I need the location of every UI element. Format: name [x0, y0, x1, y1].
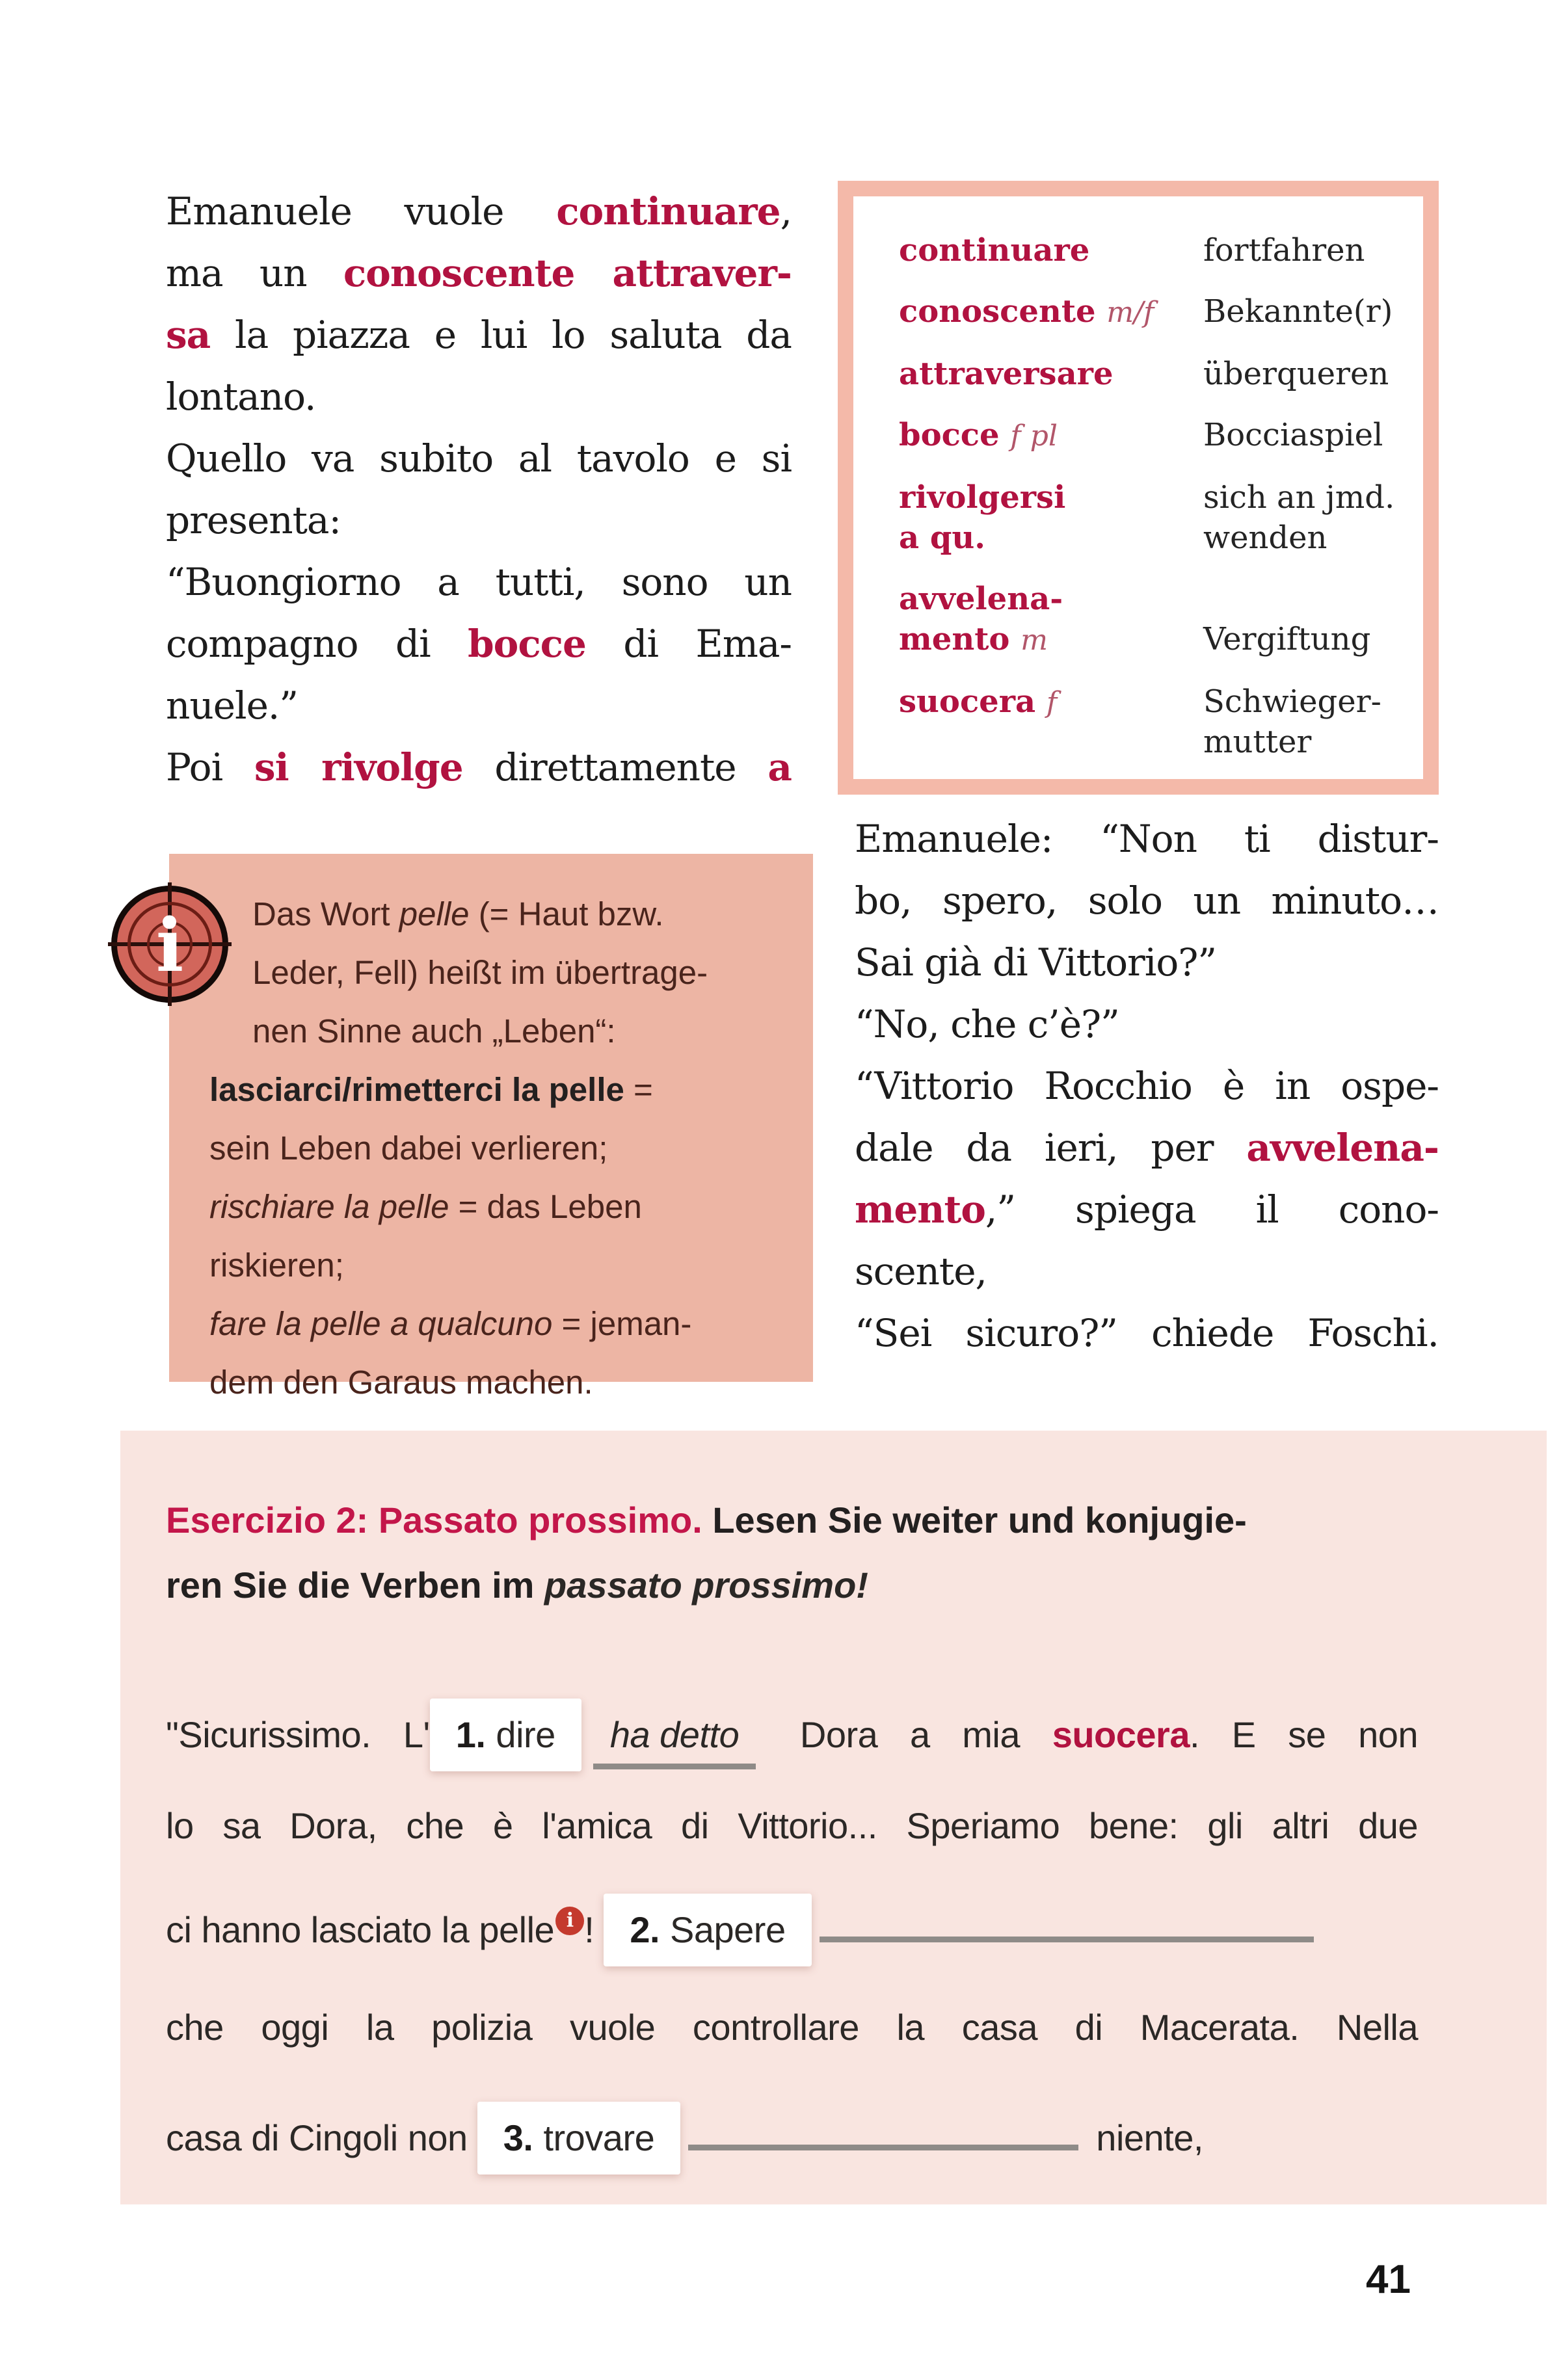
exercise-line-4: che oggi la polizia vuole controllare la casa di Macerata. Nella: [166, 2007, 1418, 2048]
exercise-text: . E se non: [1189, 1714, 1418, 1755]
vocab-term-italian: rivolgersi a qu.: [899, 479, 1066, 556]
vocab-entry: [899, 477, 1404, 558]
vocab-entry: [899, 291, 1404, 333]
verb-infinitive: trovare: [543, 2117, 655, 2158]
dialogue-line: “Vittorio Rocchio è in ospe-: [855, 1064, 1439, 1108]
info-line: sein Leben dabei verlieren;: [209, 1130, 608, 1167]
exercise-text: Dora a mia: [767, 1714, 1052, 1755]
exercise-header: [166, 1488, 1418, 1618]
exercise-text: niente,: [1086, 2117, 1203, 2158]
dialogue-line: mento,” spiega il cono-: [855, 1187, 1439, 1232]
dialogue-line: dale da ieri, per avvelena-: [855, 1126, 1439, 1170]
exercise-text: "Sicurissimo. L': [166, 1714, 430, 1755]
vocab-translation-german: Vergiftung: [1203, 621, 1371, 657]
exercise-text: casa di Cingoli non: [166, 2117, 477, 2158]
info-line: riskieren;: [209, 1247, 344, 1284]
vocab-entry: [899, 415, 1404, 456]
vocab-term-italian: suocera f: [899, 683, 1058, 720]
info-line: Das Wort pelle (= Haut bzw.: [252, 895, 664, 932]
vocab-entry: [899, 230, 1404, 271]
dialogue-line: Sai già di Vittorio?”: [855, 940, 1216, 985]
vocab-term-italian: avvelena- mento m: [899, 581, 1063, 657]
info-line: Leder, Fell) heißt im übertrage-: [252, 954, 708, 991]
exercise-line-2: lo sa Dora, che è l'amica di Vittorio... Speriamo bene: gli altri due: [166, 1805, 1418, 1846]
verb-prompt-box-1: [430, 1699, 581, 1771]
dialogue-line: “Sei sicuro?” chiede Foschi.: [855, 1311, 1439, 1355]
answer-blank-line: [688, 2135, 1078, 2150]
story-line: compagno di bocce di Ema-: [166, 622, 792, 666]
dialogue-line: “No, che c’è?”: [855, 1002, 1119, 1046]
vocab-term-italian: conoscente m/f: [899, 293, 1154, 330]
dialogue-line: bo, spero, solo un minuto…: [855, 879, 1439, 923]
exercise-line-1: [166, 1699, 1418, 1771]
dialogue-line: scente,: [855, 1249, 987, 1293]
verb-number: 1.: [455, 1714, 486, 1755]
info-box: [169, 854, 813, 1401]
story-line: nuele.”: [166, 683, 298, 728]
verb-number: 2.: [630, 1909, 660, 1950]
vocab-translation-german: sich an jmd. wenden: [1203, 479, 1395, 556]
handwritten-answer: ha detto: [593, 1709, 756, 1769]
vocab-translation-german: fortfahren: [1203, 232, 1365, 269]
exercise-header-line: Esercizio 2: Passato prossimo. Lesen Sie weiter und konjugie-: [166, 1500, 1247, 1540]
story-line: ma un conoscente attraver-: [166, 251, 792, 295]
story-line: lontano.: [166, 375, 316, 419]
info-line: nen Sinne auch „Leben“:: [252, 1012, 616, 1050]
exercise-line-3: [166, 1894, 1418, 1966]
vocab-term-italian: continuare: [899, 232, 1090, 269]
exercise-header-line: ren Sie die Verben im passato prossimo!: [166, 1565, 868, 1606]
verb-infinitive: Sapere: [670, 1909, 786, 1950]
vocab-entry: [899, 681, 1404, 762]
verb-prompt-box-2: [604, 1894, 811, 1966]
info-line: lasciarci/rimetterci la pelle =: [209, 1071, 653, 1108]
exercise-line-5: [166, 2102, 1418, 2175]
highlighted-word: suocera: [1052, 1714, 1190, 1755]
story-line: Poi si rivolge direttamente a: [166, 745, 792, 789]
story-line: Emanuele vuole continuare,: [166, 189, 792, 233]
exercise-text: !: [584, 1909, 604, 1950]
vocab-translation-german: Schwieger- mutter: [1203, 683, 1381, 760]
verb-infinitive: dire: [496, 1714, 555, 1755]
vocab-translation-german: Bocciaspiel: [1203, 417, 1383, 453]
story-line: sa la piazza e lui lo saluta da: [166, 313, 792, 357]
vocab-entry: [899, 579, 1404, 661]
verb-prompt-box-3: [477, 2102, 681, 2175]
info-i-glyph: i: [155, 903, 184, 988]
verb-number: 3.: [503, 2117, 533, 2158]
info-line: dem den Garaus machen.: [209, 1364, 593, 1401]
vocab-translation-german: überqueren: [1203, 356, 1389, 392]
mini-info-icon: i: [555, 1907, 584, 1935]
exercise-panel: [120, 1431, 1547, 2204]
story-line: “Buongiorno a tutti, sono un: [166, 560, 792, 604]
vocabulary-box: [838, 181, 1439, 795]
info-line: fare la pelle a qualcuno = jeman-: [209, 1305, 692, 1342]
vocab-entry: [899, 354, 1404, 394]
dialogue-paragraph: [855, 808, 1439, 1364]
info-target-icon: [111, 886, 228, 1003]
dialogue-line: Emanuele: “Non ti distur-: [855, 817, 1439, 861]
vocab-term-italian: attraversare: [899, 356, 1114, 392]
exercise-text: ci hanno lasciato la pelle: [166, 1909, 555, 1950]
vocab-translation-german: Bekannte(r): [1203, 293, 1393, 330]
page-number: 41: [1366, 2257, 1411, 2302]
story-line: Quello va subito al tavolo e si: [166, 436, 792, 481]
story-paragraph: [166, 181, 792, 799]
info-line: rischiare la pelle = das Leben: [209, 1188, 642, 1225]
vocab-term-italian: bocce f pl: [899, 417, 1058, 453]
answer-blank-line: [820, 1927, 1314, 1942]
story-line: presenta:: [166, 498, 341, 542]
